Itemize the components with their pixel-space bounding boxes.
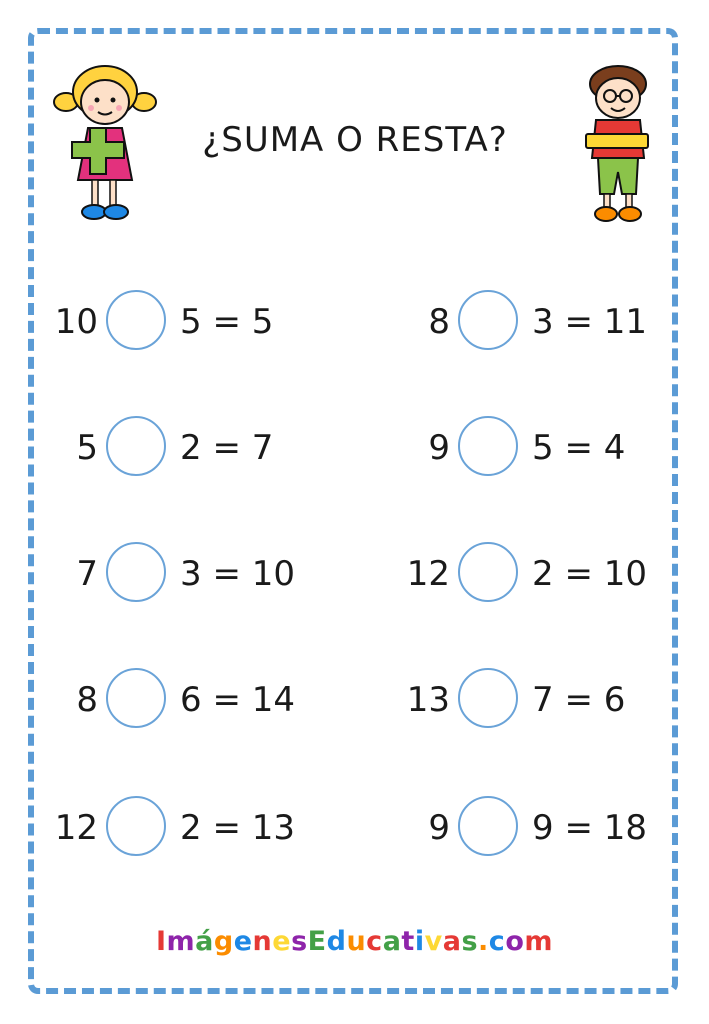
equation-right-3 [352,542,692,606]
equation-rest: 3 = 10 [180,554,295,594]
equation-rest: 3 = 11 [532,302,647,342]
page-title: ¿SUMA O RESTA? [202,120,508,160]
boy-holding-minus-icon [572,62,662,232]
first-number: 13 [406,680,450,720]
equation-right-1 [352,290,692,354]
answer-circle[interactable] [458,542,518,602]
first-number: 8 [76,680,98,720]
equation-rest: 6 = 14 [180,680,295,720]
equation-rest: 9 = 18 [532,808,647,848]
girl-holding-plus-icon [52,62,162,232]
answer-circle[interactable] [458,290,518,350]
first-number: 12 [54,808,98,848]
equation-left-4 [0,668,330,732]
answer-circle[interactable] [106,542,166,602]
first-number: 9 [428,428,450,468]
answer-circle[interactable] [106,416,166,476]
equation-right-4 [352,668,692,732]
equation-left-5 [0,796,330,860]
equation-right-5 [352,796,692,860]
equation-rest: 2 = 13 [180,808,295,848]
answer-circle[interactable] [106,290,166,350]
first-number: 10 [54,302,98,342]
equation-left-3 [0,542,330,606]
first-number: 8 [428,302,450,342]
first-number: 5 [76,428,98,468]
equation-rest: 2 = 7 [180,428,274,468]
site-watermark: ImágenesEducativas.com [155,926,554,957]
answer-circle[interactable] [458,668,518,728]
answer-circle[interactable] [106,796,166,856]
equation-left-1 [0,290,330,354]
equation-rest: 5 = 4 [532,428,626,468]
equation-rest: 5 = 5 [180,302,274,342]
answer-circle[interactable] [458,796,518,856]
equation-right-2 [352,416,692,480]
answer-circle[interactable] [458,416,518,476]
first-number: 9 [428,808,450,848]
equation-left-2 [0,416,330,480]
first-number: 12 [406,554,450,594]
equation-rest: 7 = 6 [532,680,626,720]
equation-rest: 2 = 10 [532,554,647,594]
answer-circle[interactable] [106,668,166,728]
first-number: 7 [76,554,98,594]
